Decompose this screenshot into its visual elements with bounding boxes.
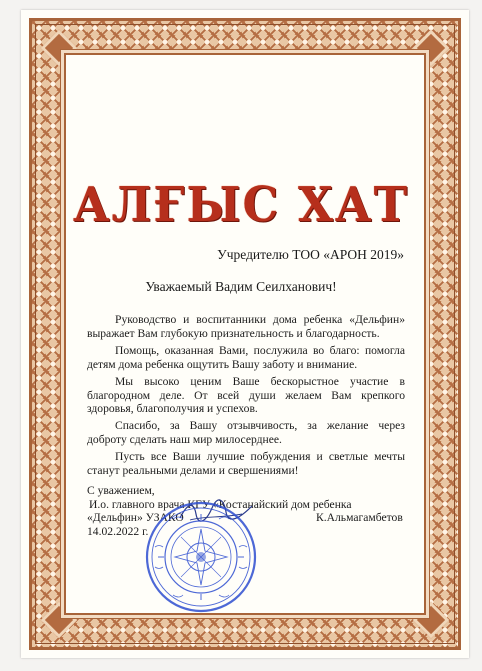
signer-position: И.о. главного врача КГУ «Костанайский дом ребенка	[89, 497, 352, 511]
greeting: Уважаемый Вадим Сеилханович!	[145, 279, 337, 294]
paragraph: Спасибо, за Вашу отзывчивость, за желание через доброту сделать наш мир милосерднее.	[87, 419, 405, 447]
closing-salutation: С уважением,	[87, 484, 155, 497]
document-title: АЛҒЫС ХАТ	[72, 176, 410, 233]
round-seal-stamp-icon	[143, 499, 259, 615]
paragraph: Мы высоко ценим Ваше бескорыстное участие в благородном деле. От всей души желаем Вам крепкого здоровья, благополучия и успехов.	[87, 374, 405, 416]
signer-name: К.Альмагамбетов	[316, 511, 403, 524]
document-date: 14.02.2022 г.	[87, 524, 149, 538]
signer-organization: «Дельфин» УЗАКО	[87, 511, 184, 525]
paragraph: Помощь, оказанная Вами, послужила во благо: помогла детям дома ребенка ощутить Вашу заботу и внимание.	[87, 343, 405, 371]
letter-body	[87, 313, 405, 481]
addressee: Учредителю ТОО «АРОН 2019»	[217, 247, 404, 262]
paragraph: Пусть все Ваши лучшие побуждения и светлые мечты станут реальными делами и свершениями!	[87, 450, 405, 478]
paragraph: Руководство и воспитанники дома ребенка «Дельфин» выражает Вам глубокую признательность и благодарность.	[87, 313, 405, 340]
